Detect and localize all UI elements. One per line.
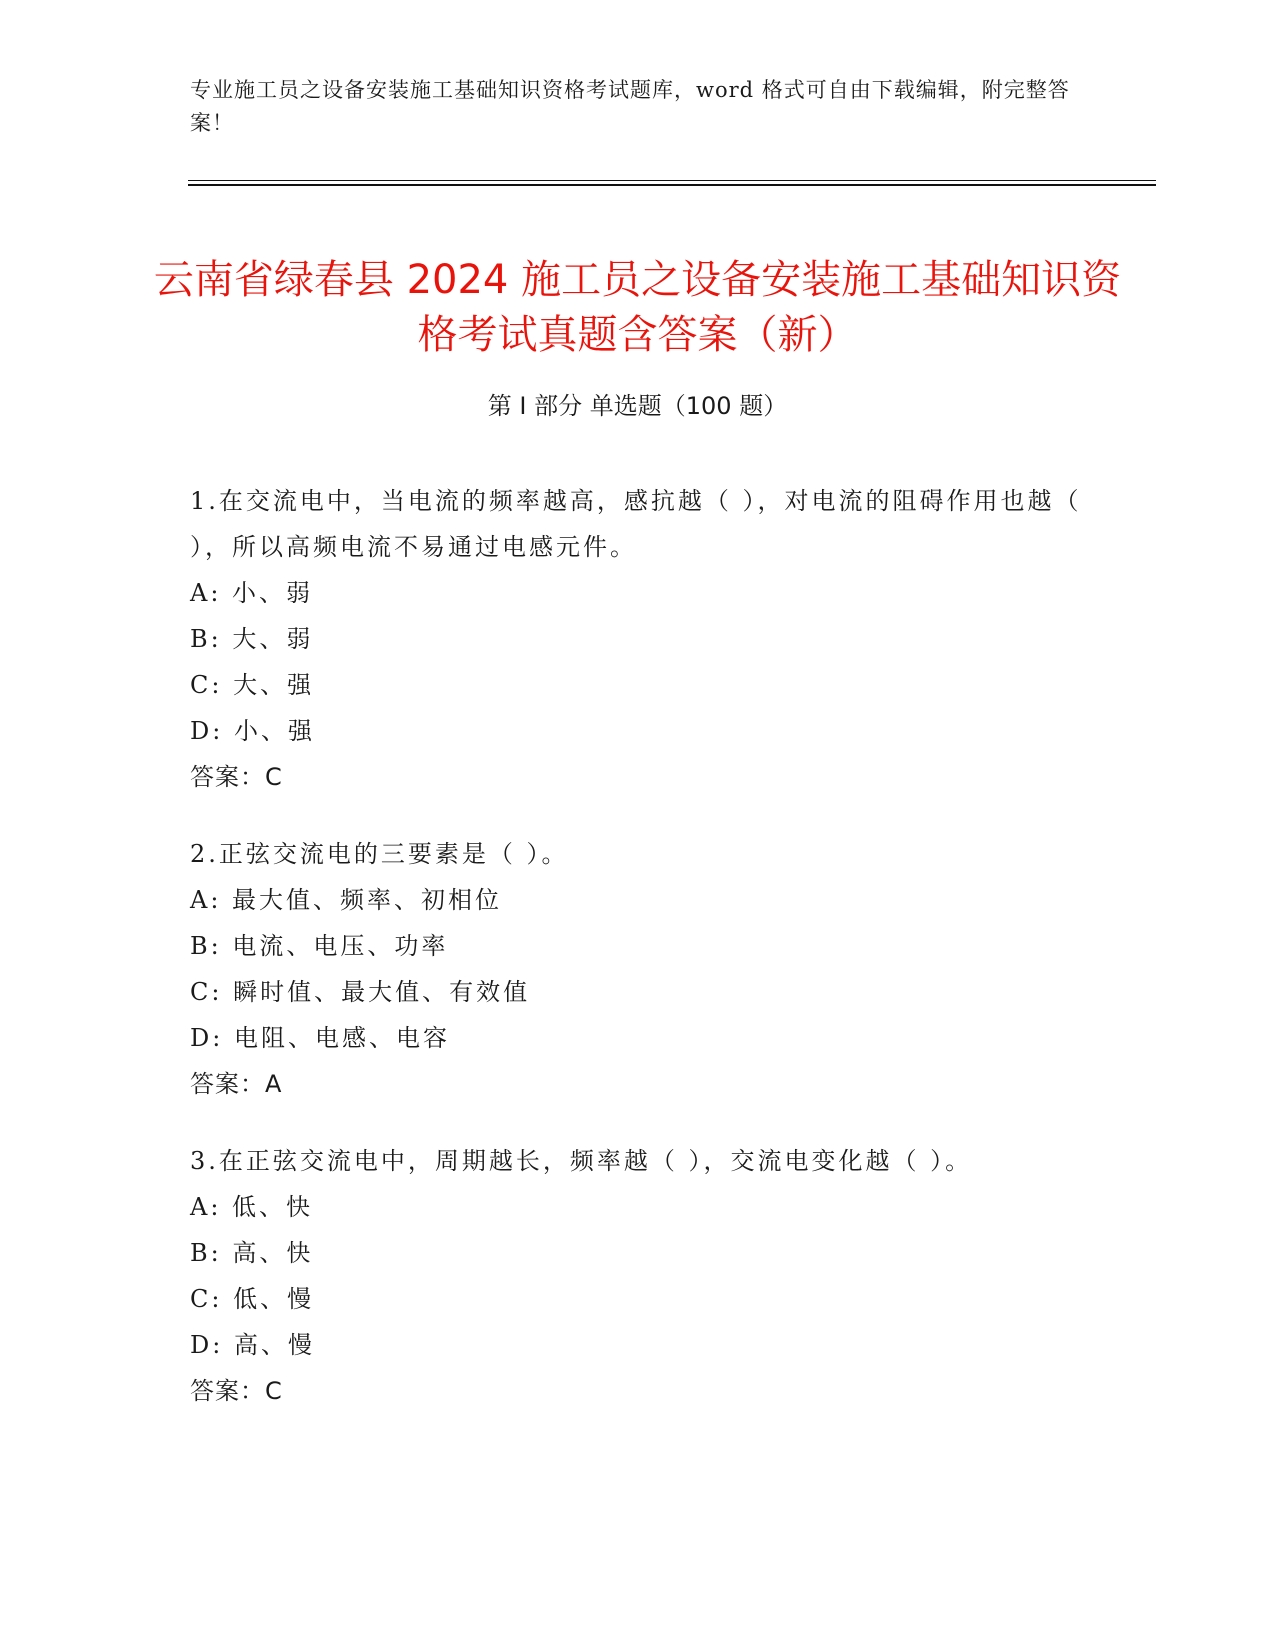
question-2: [190, 831, 1090, 1107]
question-1: [190, 478, 1090, 800]
question-3: [190, 1138, 1090, 1414]
option-d: D: 电阻、电感、电容: [190, 1024, 450, 1052]
document-title: 云南省绿春县 2024 施工员之设备安装施工基础知识资格考试真题含答案（新）: [153, 256, 1122, 358]
answer: 答案：C: [190, 1377, 283, 1405]
question-stem: 2.正弦交流电的三要素是（ ）。: [190, 840, 569, 868]
option-b: B: 大、弱: [190, 625, 314, 653]
question-list: [190, 478, 1090, 1445]
option-b: B: 高、快: [190, 1239, 314, 1267]
option-c: C: 瞬时值、最大值、有效值: [190, 978, 531, 1006]
header-divider-thick: [188, 184, 1156, 186]
option-b: B: 电流、电压、功率: [190, 932, 449, 960]
answer: 答案：C: [190, 763, 283, 791]
option-d: D: 高、慢: [190, 1331, 315, 1359]
option-a: A: 低、快: [190, 1193, 314, 1221]
option-c: C: 大、强: [190, 671, 315, 699]
header-divider-thin: [188, 180, 1156, 181]
option-a: A: 小、弱: [190, 579, 314, 607]
section-title: 第 I 部分 单选题（100 题）: [487, 392, 788, 420]
option-a: A: 最大值、频率、初相位: [190, 886, 503, 914]
question-stem: 3.在正弦交流电中，周期越长，频率越（ ），交流电变化越（ ）。: [190, 1147, 973, 1175]
option-c: C: 低、慢: [190, 1285, 315, 1313]
option-d: D: 小、强: [190, 717, 315, 745]
answer: 答案：A: [190, 1070, 283, 1098]
header-note: 专业施工员之设备安装施工基础知识资格考试题库，word 格式可自由下载编辑，附完整答案！: [190, 78, 1070, 135]
question-stem: 1.在交流电中，当电流的频率越高，感抗越（ ），对电流的阻碍作用也越（ ），所以高频电流不易通过电感元件。: [190, 487, 1082, 561]
